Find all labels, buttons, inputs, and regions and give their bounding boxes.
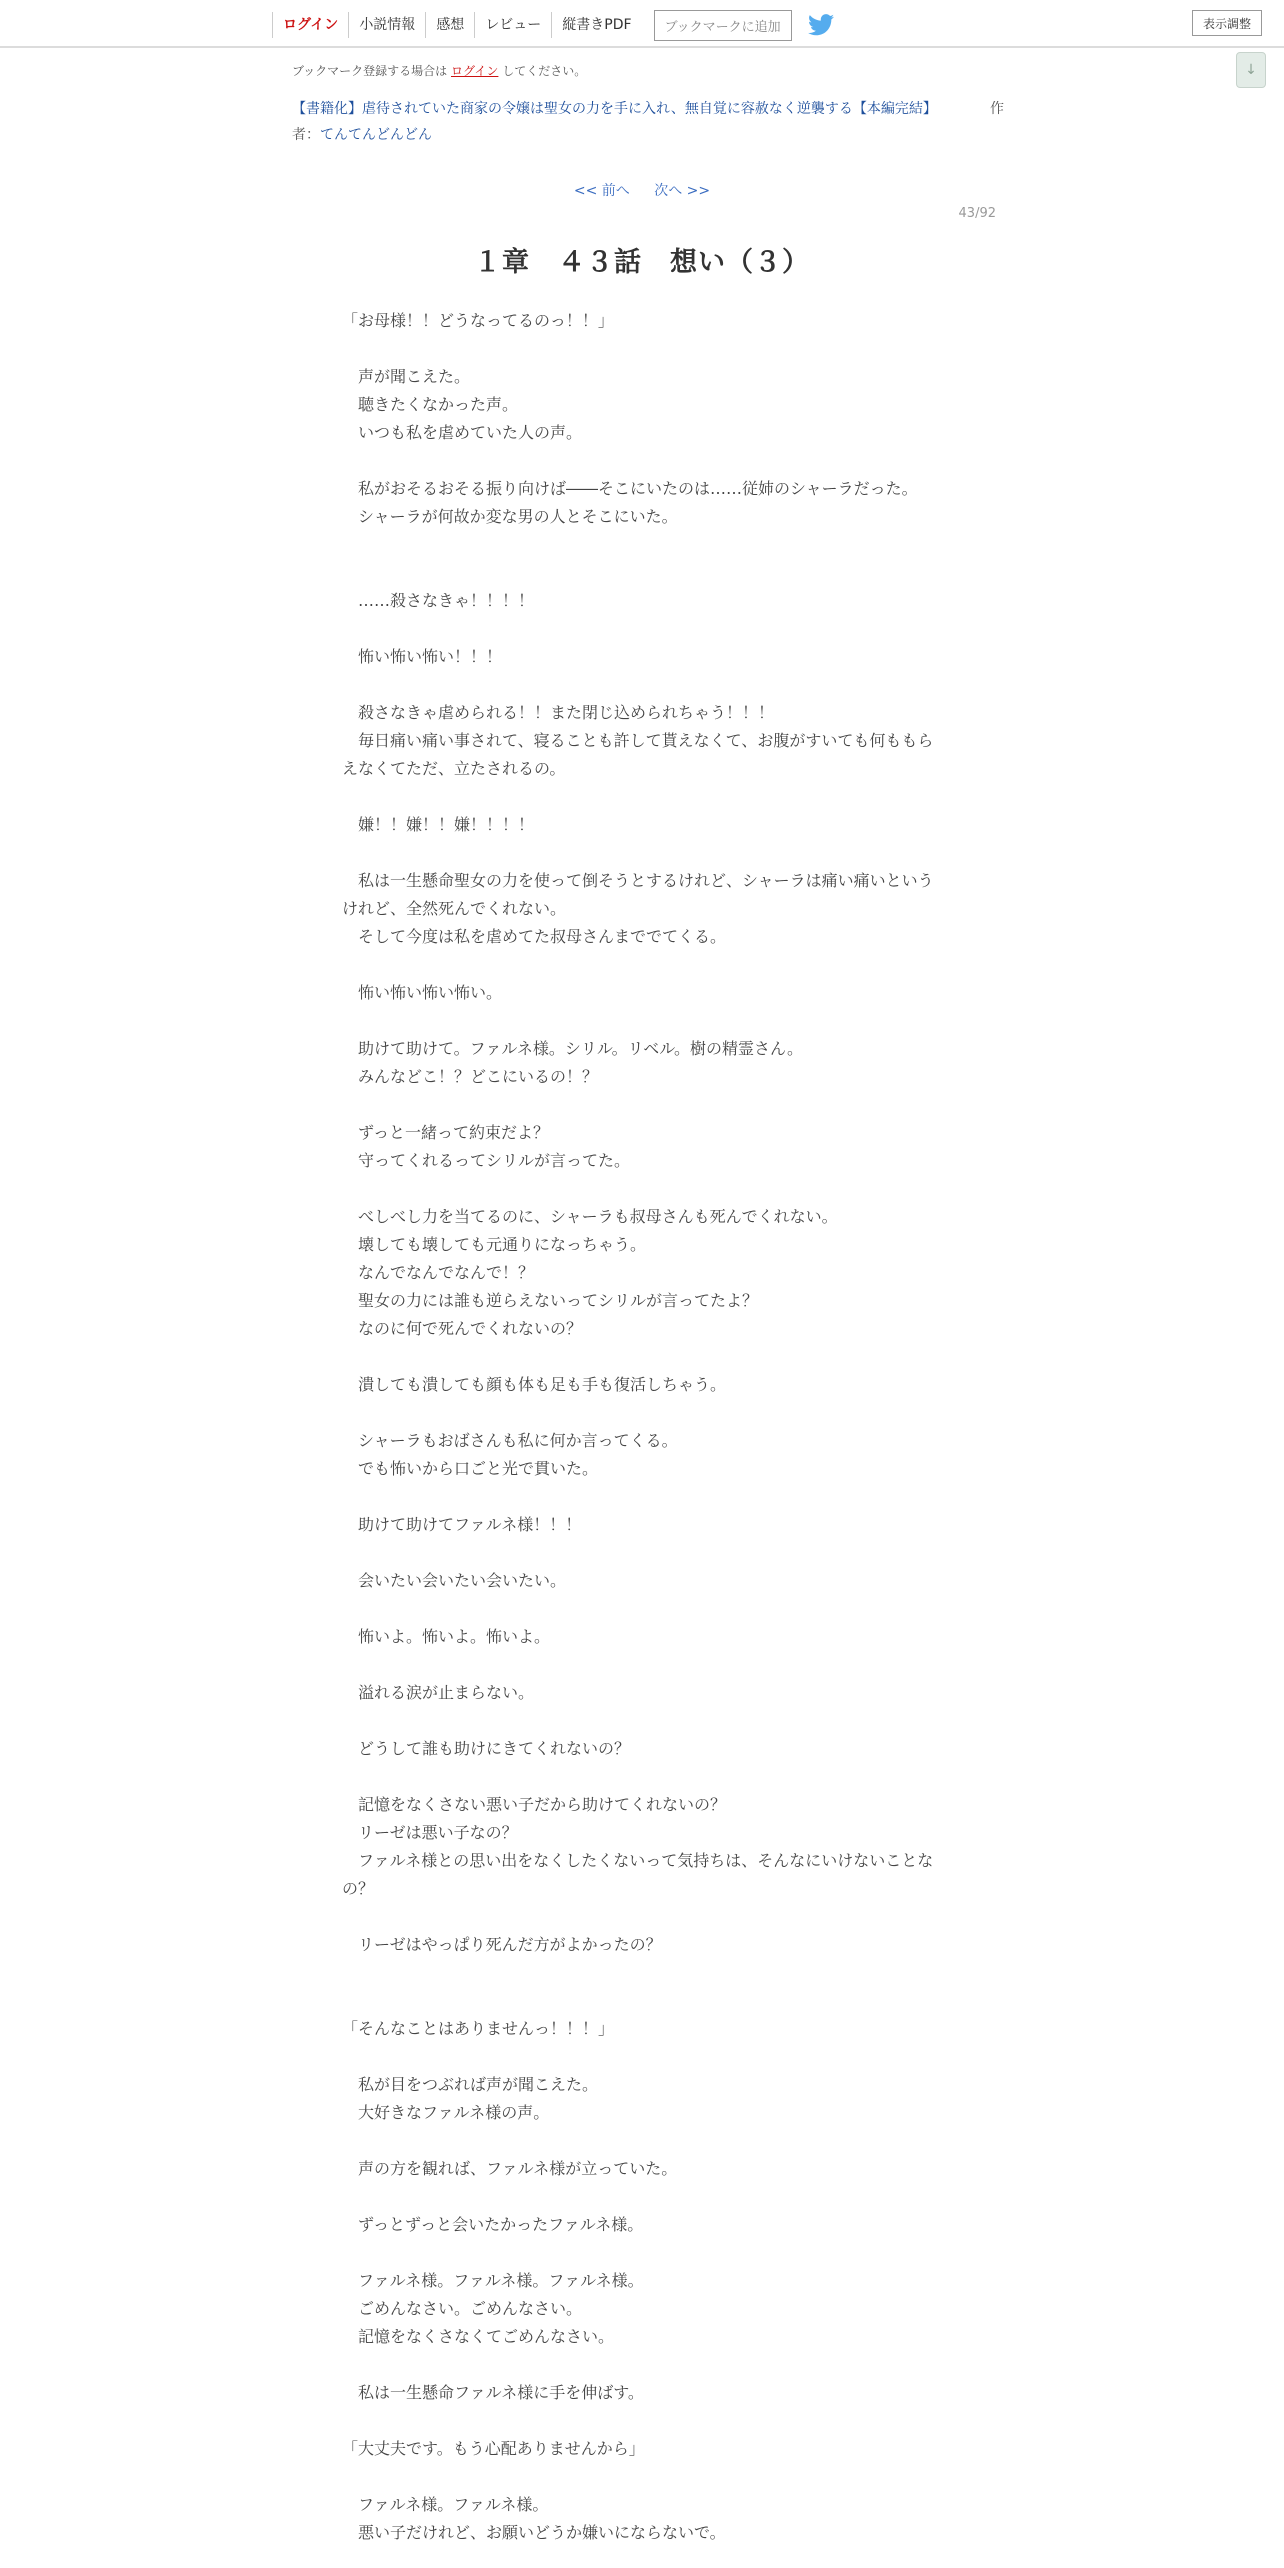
text-line	[342, 1175, 942, 1203]
text-line: 「そんなことはありませんっ！！！」	[342, 2019, 615, 2038]
text-line	[342, 2127, 942, 2155]
text-line: 守ってくれるってシリルが言ってた。	[342, 1151, 631, 1170]
top-nav	[272, 10, 834, 40]
text-line	[342, 335, 942, 363]
text-line: 怖い怖い怖い！！！	[342, 647, 503, 666]
text-line	[342, 1343, 942, 1371]
text-line: なのに何で死んでくれないの？	[342, 1319, 583, 1338]
text-line	[342, 2351, 942, 2379]
text-line: 私は一生懸命聖女の力を使って倒そうとするけれど、シャーラは痛い痛いというけれど、全然死んでくれない。	[342, 871, 934, 918]
text-line: そして今度は私を虐めてた叔母さんまででてくる。	[342, 927, 727, 946]
text-line: 聴きたくなかった声。	[342, 395, 519, 414]
bookmark-notice	[292, 62, 586, 79]
novel-info-link[interactable]: 小説情報	[348, 12, 425, 38]
text-line	[342, 1903, 942, 1931]
text-line: 「大丈夫です。もう心配ありませんから」	[342, 2439, 645, 2458]
text-line	[342, 2239, 942, 2267]
text-line	[342, 783, 942, 811]
text-line: ずっとずっと会いたかったファルネ様。	[342, 2215, 644, 2234]
text-line: ファルネ様。ファルネ様。ファルネ様。	[342, 2271, 644, 2290]
text-line: 大好きなファルネ様の声。	[342, 2103, 550, 2122]
review-link[interactable]: レビュー	[474, 12, 551, 38]
text-line	[342, 1007, 942, 1035]
text-line	[342, 1091, 942, 1119]
twitter-icon[interactable]	[808, 14, 834, 36]
text-line: シャーラが何故か変な男の人とそこにいた。	[342, 507, 678, 526]
text-line	[342, 839, 942, 867]
text-line	[342, 1987, 942, 2015]
text-line	[342, 1707, 942, 1735]
story-body	[342, 307, 942, 2547]
text-line: でも怖いから口ごと光で貫いた。	[342, 1459, 599, 1478]
text-line: べしべし力を当てるのに、シャーラも叔母さんも死んでくれない。	[342, 1207, 838, 1226]
text-line	[342, 951, 942, 979]
text-line: 嫌！！嫌！！嫌！！！！	[342, 815, 535, 834]
text-line	[342, 2407, 942, 2435]
text-line: 毎日痛い痛い事されて、寝ることも許して貰えなくて、お腹がすいても何ももらえなくてただ、立たされるの。	[342, 731, 934, 778]
text-line: ずっと一緒って約束だよ？	[342, 1123, 550, 1142]
author-prefix: 者：	[292, 127, 320, 143]
text-line	[342, 2463, 942, 2491]
author-label: 作	[990, 101, 1004, 117]
bookmark-notice-suffix: してください。	[502, 64, 587, 78]
top-bar	[0, 0, 1284, 48]
text-line: 壊しても壊しても元通りになっちゃう。	[342, 1235, 647, 1254]
text-line: リーゼはやっぱり死んだ方がよかったの？	[342, 1935, 662, 1954]
text-line: 助けて助けてファルネ様！！！	[342, 1515, 582, 1534]
text-line: リーゼは悪い子なの？	[342, 1823, 518, 1842]
text-line: 聖女の力には誰も逆らえないってシリルが言ってたよ？	[342, 1291, 759, 1310]
text-line	[342, 559, 942, 587]
text-line	[342, 1763, 942, 1791]
text-line: どうして誰も助けにきてくれないの？	[342, 1739, 631, 1758]
text-line: 潰しても潰しても顔も体も足も手も復活しちゃう。	[342, 1375, 727, 1394]
vertical-pdf-link[interactable]: 縦書きPDF	[551, 12, 641, 38]
text-line: 私が目をつぶれば声が聞こえた。	[342, 2075, 599, 2094]
text-line	[342, 1399, 942, 1427]
bookmark-login-link[interactable]: ログイン	[451, 64, 499, 78]
text-line: 声が聞こえた。	[342, 367, 471, 386]
novel-title-link[interactable]: 【書籍化】虐待されていた商家の令嬢は聖女の力を手に入れ、無自覚に容赦なく逆襲する【本編完結】	[292, 101, 937, 117]
text-line	[342, 1483, 942, 1511]
text-line	[342, 531, 942, 559]
bookmark-notice-prefix: ブックマーク登録する場合は	[292, 64, 448, 78]
text-line: シャーラもおばさんも私に何か言ってくる。	[342, 1431, 678, 1450]
text-line: いつも私を虐めていた人の声。	[342, 423, 583, 442]
text-line	[342, 671, 942, 699]
text-line: 悪い子だけれど、お願いどうか嫌いにならないで。	[342, 2523, 726, 2542]
display-settings-button[interactable]: 表示調整	[1192, 10, 1262, 36]
text-line	[342, 1651, 942, 1679]
text-line	[342, 1959, 942, 1987]
text-line: 殺さなきゃ虐められる！！また閉じ込められちゃう！！！	[342, 703, 775, 722]
chapter-title: １章 ４３話 想い（３）	[474, 247, 810, 278]
login-link[interactable]: ログイン	[272, 12, 348, 38]
page-count: 43/92	[958, 206, 996, 221]
impressions-link[interactable]: 感想	[425, 12, 474, 38]
author-link[interactable]: てんてんどんどん	[320, 127, 432, 143]
text-line: 溢れる涙が止まらない。	[342, 1683, 535, 1702]
text-line	[342, 447, 942, 475]
text-line	[342, 2043, 942, 2071]
novel-header	[292, 96, 1004, 148]
text-line: 助けて助けて。ファルネ様。シリル。リベル。樹の精霊さん。	[342, 1039, 803, 1058]
text-line: ファルネ様との思い出をなくしたくないって気持ちは、そんなにいけないことなの？	[342, 1851, 934, 1898]
text-line: ……殺さなきゃ！！！！	[342, 591, 535, 610]
text-line	[342, 615, 942, 643]
text-line: 記憶をなくさなくてごめんなさい。	[342, 2327, 615, 2346]
text-line	[342, 1595, 942, 1623]
text-line: 怖いよ。怖いよ。怖いよ。	[342, 1627, 551, 1646]
text-line: ファルネ様。ファルネ様。	[342, 2495, 549, 2514]
text-line: みんなどこ！？どこにいるの！？	[342, 1067, 599, 1086]
text-line: 私がおそるおそる振り向けば――そこにいたのは……従姉のシャーラだった。	[342, 479, 918, 498]
scroll-down-button[interactable]: ↓	[1236, 52, 1266, 88]
text-line: 怖い怖い怖い怖い。	[342, 983, 503, 1002]
text-line: 私は一生懸命ファルネ様に手を伸ばす。	[342, 2383, 644, 2402]
text-line: 記憶をなくさない悪い子だから助けてくれないの？	[342, 1795, 727, 1814]
pager	[0, 180, 1284, 200]
text-line: なんでなんでなんで！？	[342, 1263, 535, 1282]
text-line: 会いたい会いたい会いたい。	[342, 1571, 567, 1590]
text-line	[342, 2183, 942, 2211]
text-line: 声の方を観れば、ファルネ様が立っていた。	[342, 2159, 678, 2178]
prev-link[interactable]: << 前へ	[573, 183, 630, 199]
text-line: 「お母様！！どうなってるのっ！！」	[342, 311, 614, 330]
text-line	[342, 1539, 942, 1567]
text-line: ごめんなさい。ごめんなさい。	[342, 2299, 583, 2318]
add-bookmark-button[interactable]: ブックマークに追加	[654, 10, 792, 41]
next-link[interactable]: 次へ >>	[654, 183, 711, 199]
